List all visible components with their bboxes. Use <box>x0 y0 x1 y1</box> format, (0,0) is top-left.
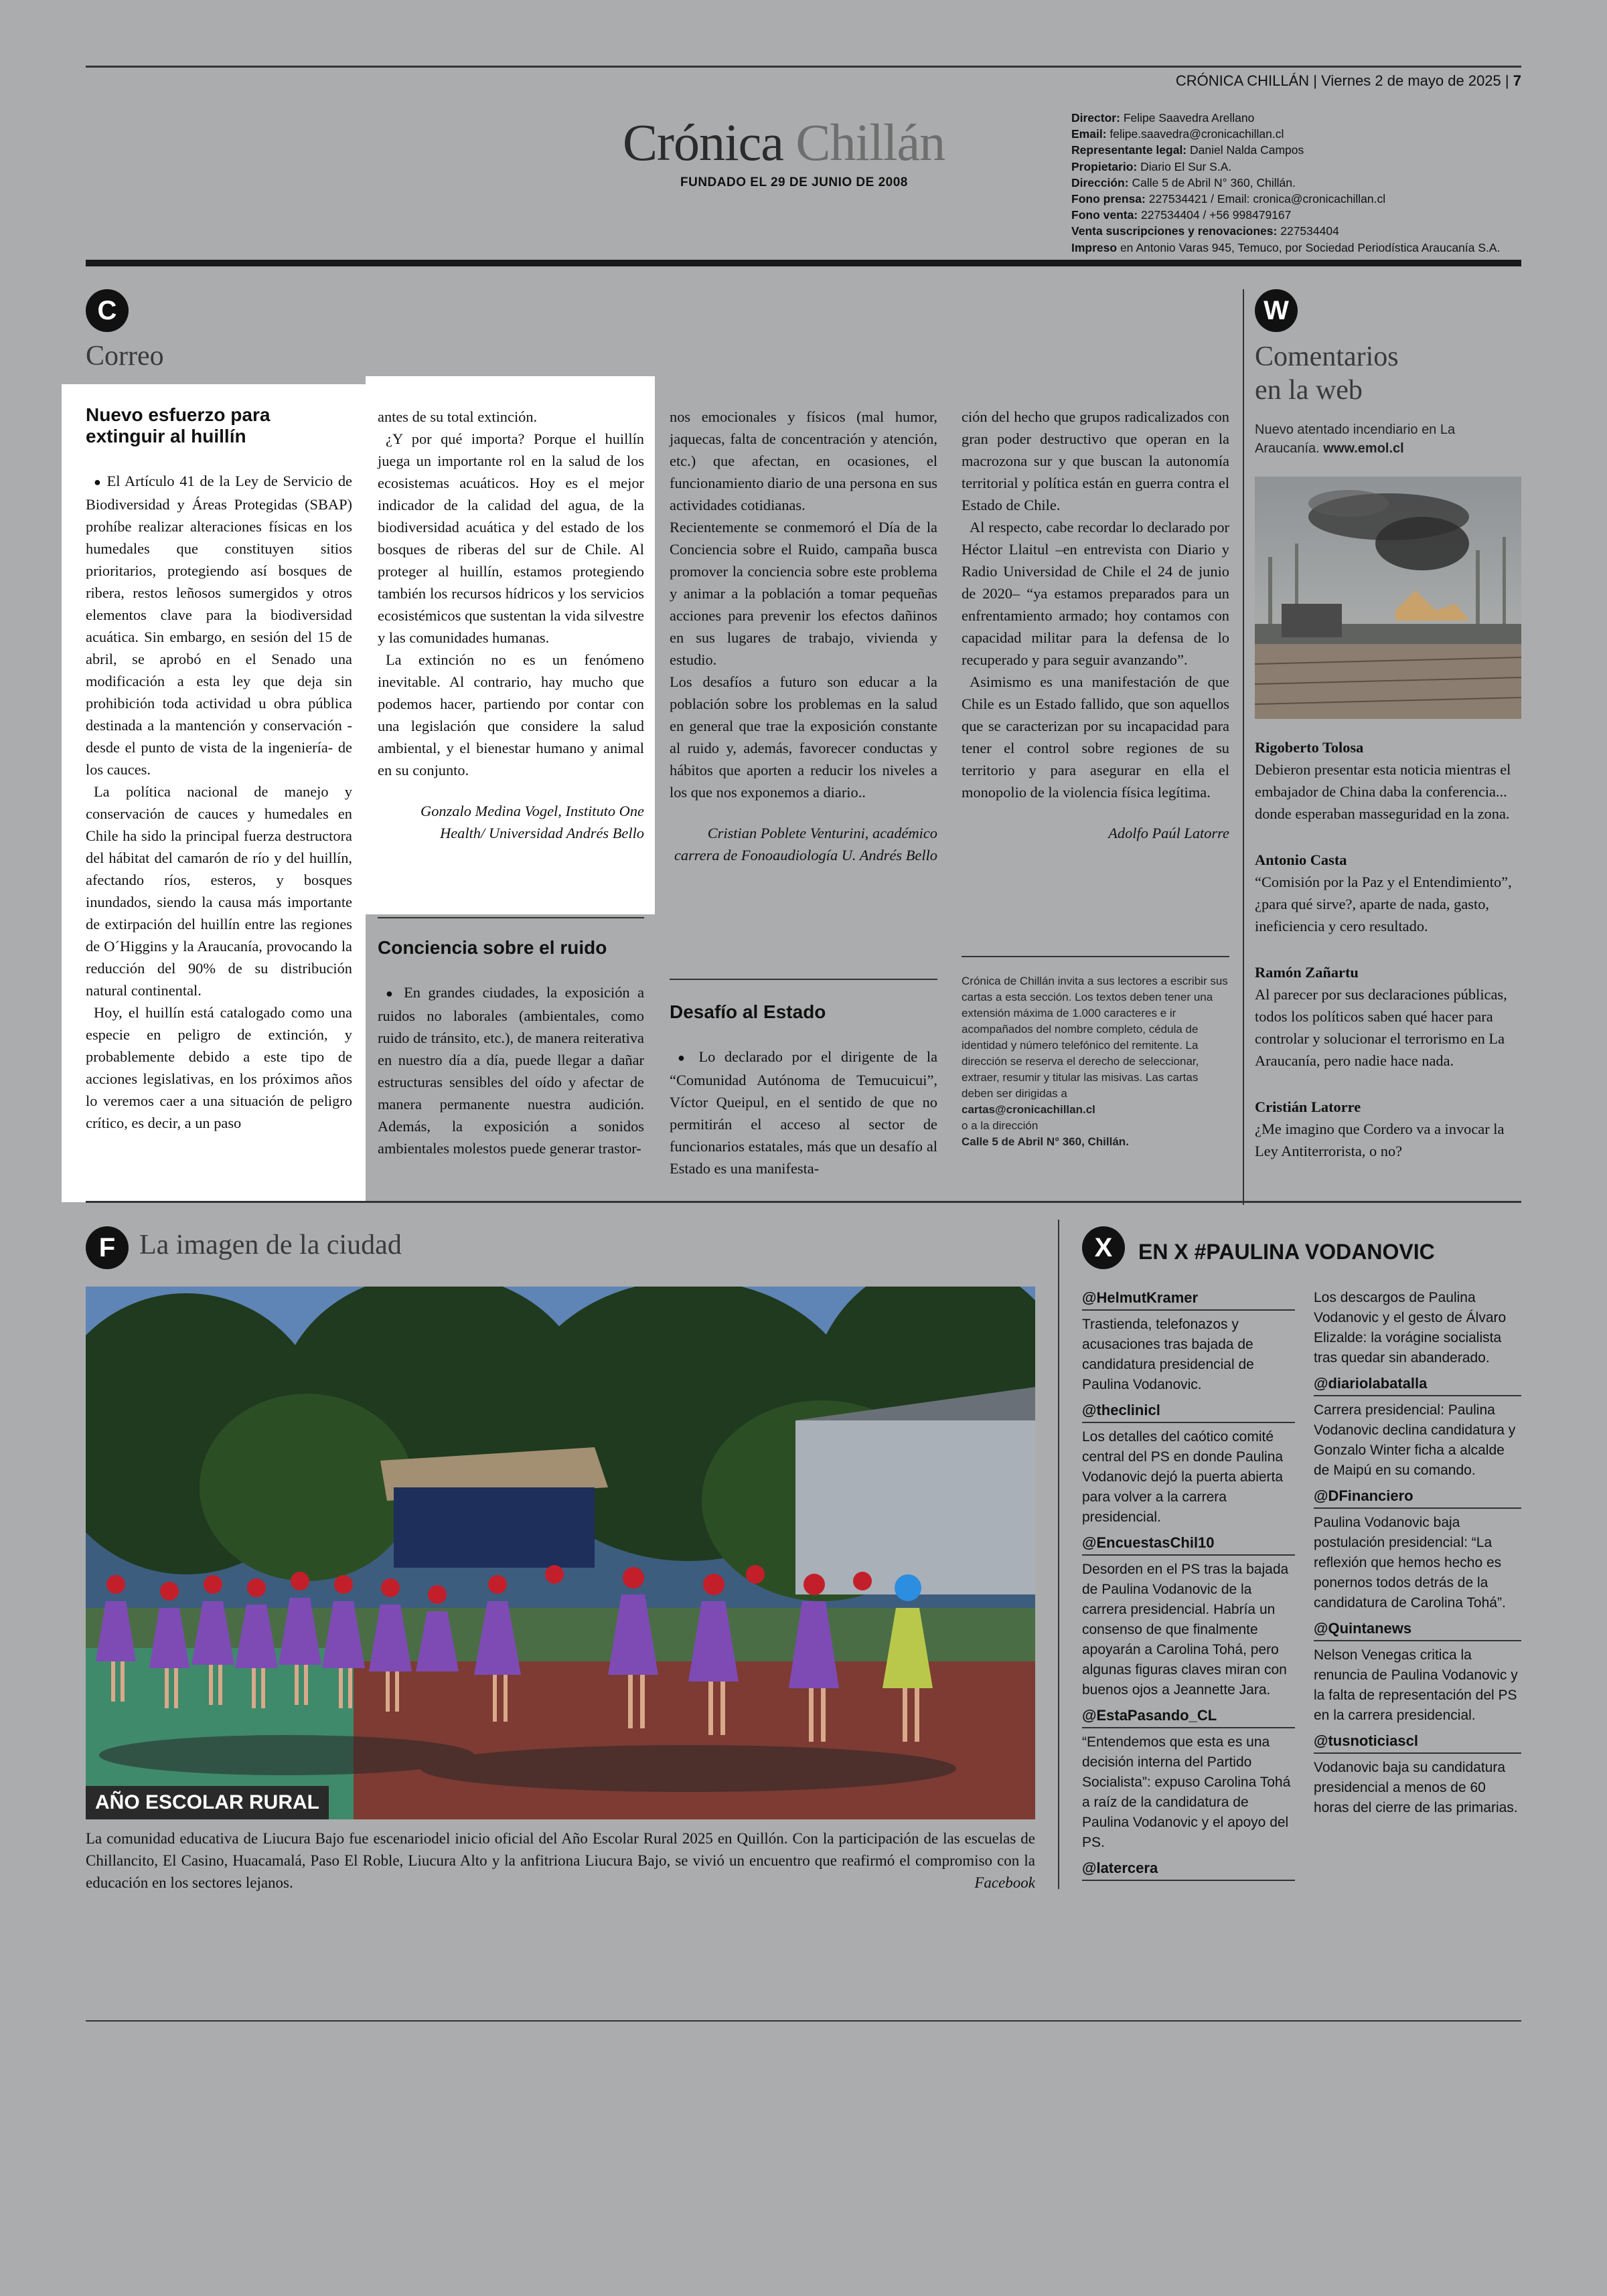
staff-line: Impreso en Antonio Varas 945, Temuco, por Sociedad Periodística Araucanía S.A. <box>1071 240 1501 254</box>
x-handle[interactable]: @EstaPasando_CL <box>1082 1706 1295 1728</box>
logo-word-chillan: Chillán <box>795 113 945 171</box>
x-post: Los descargos de Paulina Vodanovic y el gesto de Álvaro Elizalde: la vorágine socialista tras quedar sin abanderado. <box>1314 1290 1507 1366</box>
x-handle[interactable]: @diariolabatalla <box>1314 1374 1521 1396</box>
letter2-column-2 <box>378 937 644 1159</box>
x-handle[interactable]: @DFinanciero <box>1314 1486 1521 1509</box>
bottom-rule <box>86 2020 1521 2022</box>
letter3-paragraph: ● Lo declarado por el dirigente de la “Comunidad Autónoma de Temucuicui”, Víctor Queipul, en el sentido de que no permitirán el acceso al sector de funcionarios estatales, más que un desafío al Estado es una manifesta- <box>670 1046 937 1179</box>
x-post: Los detalles del caótico comité central del PS en donde Paulina Vodanovic dejó la puerta abierta para volver a la carrera presidencial. <box>1082 1429 1284 1525</box>
letter1-paragraph: antes de su total extinción. <box>378 408 538 425</box>
invite-address: Calle 5 de Abril N° 360, Chillán. <box>962 1135 1129 1148</box>
comment-text: Al parecer por sus declaraciones públicas, todos los políticos saben qué hacer para controlar y solucionar el terrorismo en La Araucanía, pero nadie hace nada. <box>1255 986 1507 1069</box>
letter1-column-1 <box>86 404 352 1134</box>
comment-text: Debieron presentar esta noticia mientras el embajador de China daba la conferencia... donde esperaban masseguridad en la zona. <box>1255 761 1511 822</box>
fire-photo <box>1255 477 1521 719</box>
photo-tag: AÑO ESCOLAR RURAL <box>86 1786 329 1819</box>
web-comments <box>1255 736 1521 1186</box>
x-column-left <box>1082 1288 1295 1885</box>
school-photo <box>86 1287 1035 1819</box>
city-image-badge: F <box>86 1226 129 1269</box>
staff-line: Fono venta: 227534404 / +56 998479167 <box>1071 208 1292 222</box>
x-handle[interactable]: @tusnoticiascl <box>1314 1731 1521 1754</box>
comment-author: Ramón Zañartu <box>1255 964 1359 981</box>
letter1-paragraph: ¿Y por qué importa? Porque el huillín juega un importante rol en la salud de los ecosistemas acuáticos. Hoy es el mejor indicador de la calidad del agua, de la biodiversidad acuática y del estado de los bosques de riberas del sur de Chile. Al proteger al huillín, estamos protegiendo también los recursos hídricos y los servicios ecosistémicos que sustentan la vida silvestre y las comunidades humanas. <box>378 430 644 646</box>
letter3-paragraph: Al respecto, cabe recordar lo declarado por Héctor Llaitul –en entrevista con Diario y Radio Universidad de Chile el 24 de junio de 2020– “ya estamos preparados para un enfrentamiento armado; hoy contamos con capacidad militar para la defensa de lo recuperado y para seguir avanzando”. <box>962 519 1229 668</box>
x-handle[interactable]: @EncuestasChil10 <box>1082 1533 1295 1556</box>
letter1-paragraph: Hoy, el huillín está catalogado como una especie en peligro de extinción, y probablemente debido a este tipo de acciones legislativas, en los próximos años lo veremos caer a una situación de peligro crítico, es decir, a un paso <box>86 1004 352 1131</box>
web-column-divider <box>1243 289 1244 1205</box>
logo-word-cronica: Crónica <box>623 113 783 171</box>
x-handle[interactable]: @Quintanews <box>1314 1619 1521 1641</box>
letter2-paragraph: ● En grandes ciudades, la exposición a ruidos no laborales (ambientales, como ruido de tránsito, etc.), de manera reiterativa en nuestro día a día, puede llegar a dañar estructuras sensibles del oído y afectar de manera permanente nuestra audición. Además, la exposición a sonidos ambientales molestos puede generar trastor- <box>378 981 644 1159</box>
x-handle[interactable]: @latercera <box>1082 1858 1295 1881</box>
photo-credit: Facebook <box>974 1874 1035 1891</box>
letter3-column-3 <box>670 1001 937 1179</box>
letter3-paragraph: Asimismo es una manifestación de que Chile es un Estado fallido, que son aquellos que se caracterizan por su incapacidad para tener el control sobre regiones de su territorio y para asegurar en ella el monopolio de la violencia física legítima. <box>962 673 1229 801</box>
letter2-column-3 <box>670 406 937 866</box>
letters-invite: Crónica de Chillán invita a sus lectores a escribir sus cartas a esta sección. Los textos deben tener una extensión máxima de 1.000 caracteres e ir acompañados del nombre completo, cédula de identidad y número telefónico del remitente. La dirección se reserva el derecho de seleccionar, extraer, resumir y titular las misivas. Las cartas deben ser dirigidas a cartas@cronicachillan.cl o a la dirección Calle 5 de Abril N° 360, Chillán. <box>962 975 1228 1148</box>
x-handle[interactable]: @theclinicl <box>1082 1400 1295 1423</box>
staff-line: Fono prensa: 227534421 / Email: cronica@cronicachillan.cl <box>1071 192 1386 206</box>
letter3-column-4 <box>962 406 1229 844</box>
comment-author: Antonio Casta <box>1255 851 1347 868</box>
correo-title: Correo <box>86 341 164 372</box>
letter2-signature: Cristian Poblete Venturini, académico carrera de Fonoaudiología U. Andrés Bello <box>674 825 937 864</box>
letter1-column-2 <box>378 406 644 844</box>
city-image-caption: La comunidad educativa de Liucura Bajo fue escenariodel inicio oficial del Año Escolar Rural 2025 en Quillón. Con la participación de las escuelas de Chillancito, El Casino, Huacamalá, Paso El Roble, Liucura Alto y la anfitriona Liucura Bajo, se vivió un encuentro que reafirmó el compromiso con la educación en los sectores lejanos. Facebook <box>86 1827 1035 1894</box>
letter1-paragraph: ● El Artículo 41 de la Ley de Servicio de Biodiversidad y Áreas Protegidas (SBAP) prohíbe realizar alteraciones físicas en los humedales que constituyen sitios prioritarios, protegiendo así bosques de ribera, restos leñosos sumergidos y otros elementos clave para la biodiversidad acuática. Sin embargo, en sesión del 15 de abril, se aprobó en el Senado una modificación a esta ley que deja sin prohibición toda actividad u obra pública destinada a la mantención y conservación -desde el punto de vista de la ingeniería- de los cauces. <box>86 470 352 781</box>
comment-text: “Comisión por la Paz y el Entendimiento”, ¿para qué sirve?, aparte de nada, gasto, ineficiencia y cero resultado. <box>1255 874 1512 934</box>
staff-line: Email: felipe.saavedra@cronicachillan.cl <box>1071 127 1284 141</box>
x-post: Desorden en el PS tras la bajada de Paulina Vodanovic de la carrera presidencial. Habría un consenso de que finalmente apoyarán a Carolina Tohá, pero algunas figuras claves miran con buenos ojos a Jeannette Jara. <box>1082 1562 1289 1698</box>
section-divider <box>86 1201 1521 1203</box>
city-image-title: La imagen de la ciudad <box>139 1230 402 1260</box>
staff-line: Dirección: Calle 5 de Abril N° 360, Chillán. <box>1071 175 1296 189</box>
founded-line: FUNDADO EL 29 DE JUNIO DE 2008 <box>680 175 908 189</box>
page-number: 7 <box>1513 72 1521 89</box>
staff-line: Representante legal: Daniel Nalda Campos <box>1071 143 1304 157</box>
x-post: Vodanovic baja su candidatura presidencial a menos de 60 horas del cierre de las primarias. <box>1314 1760 1518 1815</box>
letter1-paragraph: La política nacional de manejo y conservación de cauces y humedales en Chile ha sido la principal fuerza destructora del hábitat del camarón de río y del huillín, afectando ríos, esteros, y bosques inundados, siendo la causa más importante de extirpación del huillín entre las regiones de O´Higgins y la Araucanía, provocando la reducción del 90% de su distribución natural continental. <box>86 783 352 999</box>
column-divider <box>962 956 1229 957</box>
x-column-right <box>1314 1288 1521 1822</box>
invite-email[interactable]: cartas@cronicachillan.cl <box>962 1103 1095 1116</box>
x-badge: X <box>1082 1226 1125 1269</box>
web-badge: W <box>1255 289 1298 332</box>
web-lead: Nuevo atentado incendiario en La Araucanía. www.emol.cl <box>1255 422 1456 456</box>
staff-line: Director: Felipe Saavedra Arellano <box>1071 111 1255 125</box>
masthead-bottom-rule <box>86 260 1521 266</box>
web-lead-link[interactable]: www.emol.cl <box>1323 441 1404 456</box>
comment-author: Rigoberto Tolosa <box>1255 739 1364 756</box>
letter1-signature: Gonzalo Medina Vogel, Instituto One Health/ Universidad Andrés Bello <box>420 803 644 841</box>
staff-line: Propietario: Diario El Sur S.A. <box>1071 159 1232 173</box>
letter1-paragraph: La extinción no es un fenómeno inevitable. Al contrario, hay mucho que podemos hacer, partiendo por contar con una legislación que considere la salud ambiental, y el bienestar humano y animal en su conjunto. <box>378 651 644 778</box>
letter2-paragraph: nos emocionales y físicos (mal humor, jaquecas, falta de concentración y atención, etc.) que afectan, en ocasiones, el funcionamiento diario de una persona en sus actividades cotidianas. <box>670 408 937 513</box>
column-divider <box>378 917 644 918</box>
letter1-headline: Nuevo esfuerzo para extinguir al huillín <box>86 404 271 446</box>
x-post: Trastienda, telefonazos y acusaciones tras bajada de candidatura presidencial de Paulina Vodanovic. <box>1082 1317 1254 1392</box>
letter3-headline: Desafío al Estado <box>670 1001 826 1022</box>
top-rule <box>86 66 1521 68</box>
page-ref-date: Viernes 2 de mayo de 2025 <box>1321 72 1501 89</box>
x-post: “Entendemos que esta es una decisión interna del Partido Socialista”: expuso Carolina Tohá a raíz de la candidatura de Paulina Vodanovic y el apoyo del PS. <box>1082 1734 1291 1850</box>
staff-box <box>1071 110 1540 256</box>
letter2-paragraph: Recientemente se conmemoró el Día de la Conciencia sobre el Ruido, campaña busca promover la conciencia sobre este problema y animar a la población a tomar pequeñas acciones para prevenir los efectos dañinos en sus lugares de trabajo, vivienda y estudio. <box>670 519 937 668</box>
x-post: Carrera presidencial: Paulina Vodanovic declina candidatura y Gonzalo Winter ficha a alcalde de Maipú en su comando. <box>1314 1402 1516 1478</box>
correo-badge: C <box>86 289 129 332</box>
web-title: Comentarios en la web <box>1255 341 1399 406</box>
x-post: Paulina Vodanovic baja postulación presidencial: “La reflexión que hemos hecho es ponernos todos detrás de la candidatura de Carolina Tohá”. <box>1314 1515 1506 1611</box>
page-ref-paper: CRÓNICA CHILLÁN <box>1175 72 1310 89</box>
comment-text: ¿Me imagino que Cordero va a invocar la Ley Antiterrorista, o no? <box>1255 1121 1505 1159</box>
x-title: EN X #PAULINA VODANOVIC <box>1138 1240 1435 1264</box>
letter2-headline: Conciencia sobre el ruido <box>378 937 607 958</box>
page-reference: CRÓNICA CHILLÁN | Viernes 2 de mayo de 2025 | 7 <box>1175 72 1521 89</box>
letter3-paragraph: ción del hecho que grupos radicalizados con gran poder destructivo que operan en la macrozona sur y que buscan la autonomía territorial y política están en guerra contra el Estado de Chile. <box>962 408 1229 513</box>
comment-author: Cristián Latorre <box>1255 1098 1361 1115</box>
x-column-divider <box>1058 1220 1059 1889</box>
letter3-signature: Adolfo Paúl Latorre <box>1108 825 1229 841</box>
x-handle[interactable]: @HelmutKramer <box>1082 1288 1295 1311</box>
masthead-logo <box>623 112 945 173</box>
letter2-paragraph: Los desafíos a futuro son educar a la población sobre los problemas en la salud en general que trae la exposición constante al ruido y, además, favorecer conductas y hábitos que aporten a reducir los niveles a los que nos exponemos a diario.. <box>670 673 937 801</box>
column-divider <box>670 979 937 980</box>
staff-line: Venta suscripciones y renovaciones: 227534404 <box>1071 224 1339 238</box>
x-post: Nelson Venegas critica la renuncia de Paulina Vodanovic y la falta de representación del PS en la carrera presidencial. <box>1314 1647 1518 1723</box>
